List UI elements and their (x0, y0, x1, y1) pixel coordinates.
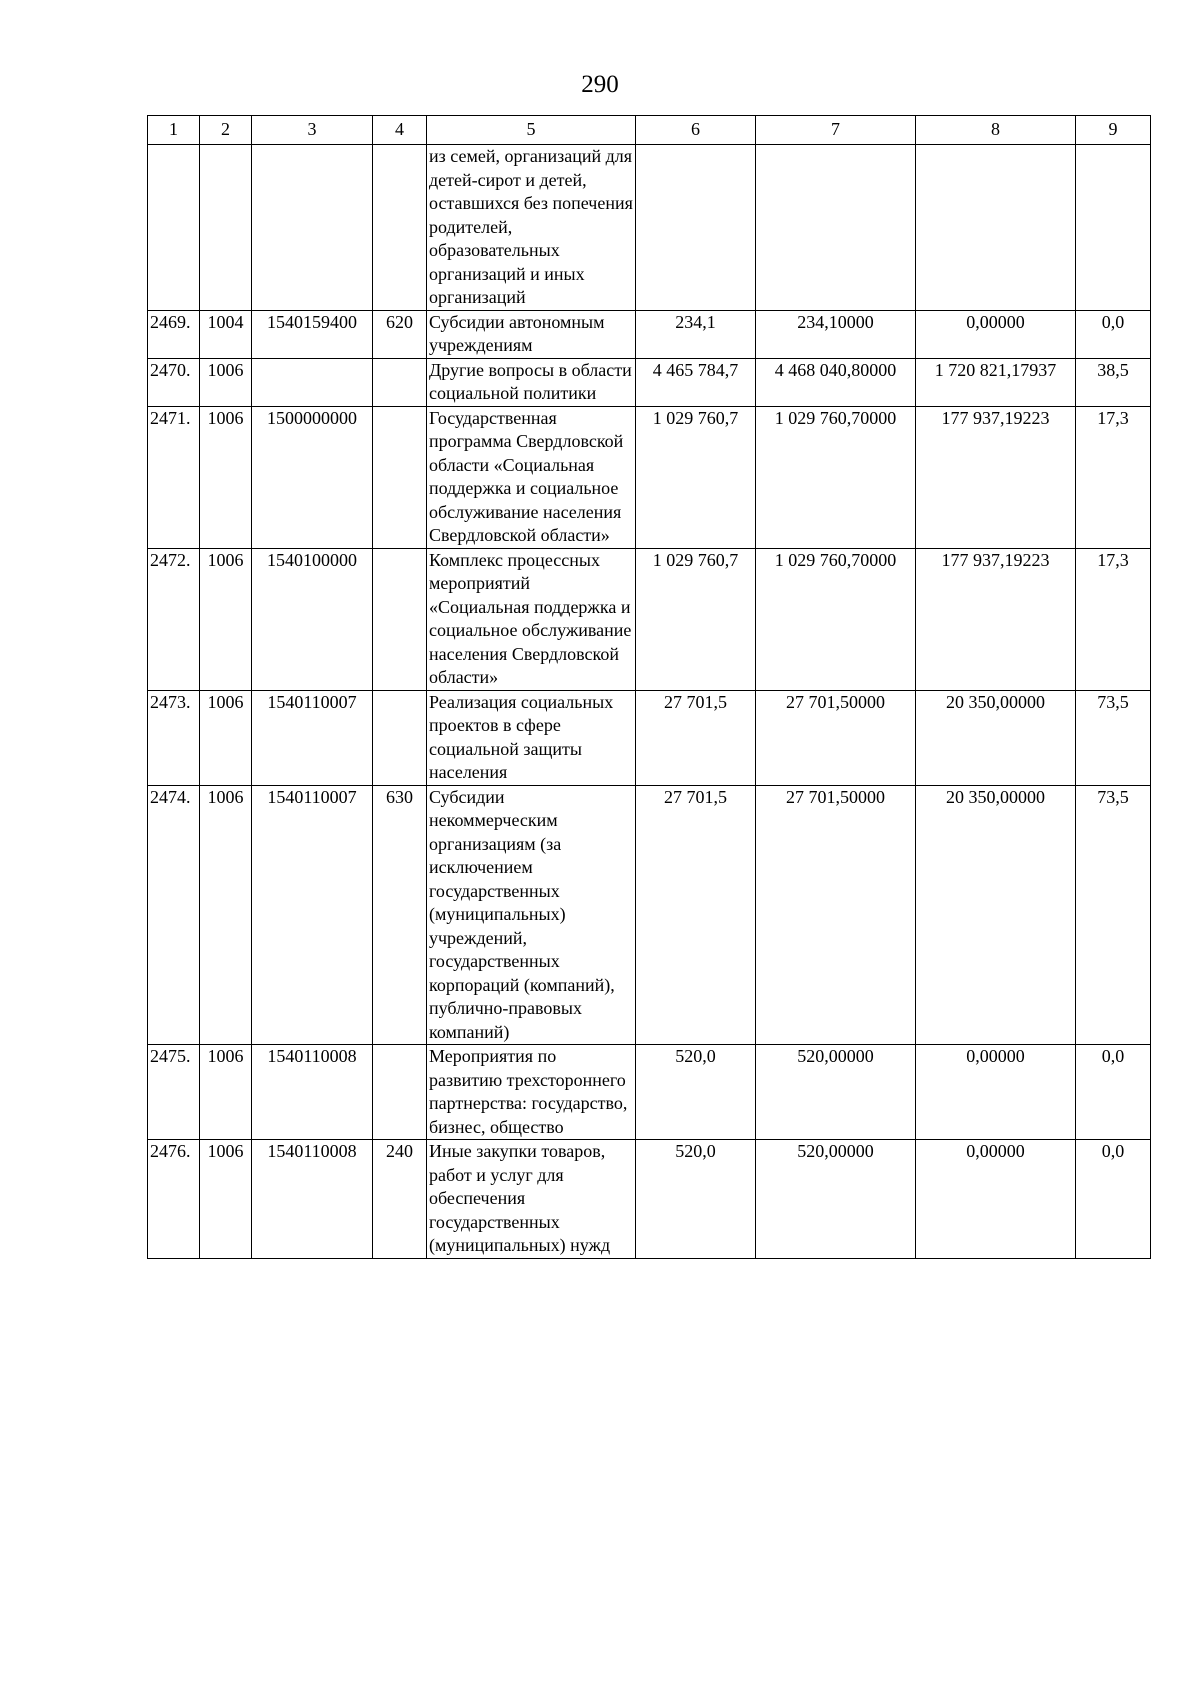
section-code-cell: 1006 (200, 406, 252, 548)
expense-type-cell (373, 1045, 427, 1140)
section-code-cell (200, 145, 252, 311)
expense-type-cell (373, 690, 427, 785)
execution-percent-cell: 0,0 (1076, 1045, 1151, 1140)
column-header: 1 (148, 116, 200, 145)
item-name-cell: из семей, организаций для детей-сирот и детей, оставшихся без попечения родителей, образовательных организаций и иных организаций (427, 145, 636, 311)
item-name-cell: Реализация социальных проектов в сфере социальной защиты населения (427, 690, 636, 785)
target-article-cell (252, 145, 373, 311)
column-header: 9 (1076, 116, 1151, 145)
execution-percent-cell: 17,3 (1076, 548, 1151, 690)
execution-percent-cell: 17,3 (1076, 406, 1151, 548)
executed-amount-cell: 0,00000 (916, 1140, 1076, 1259)
row-number-cell: 2476. (148, 1140, 200, 1259)
approved-amount-cell: 1 029 760,7 (636, 406, 756, 548)
approved-amount-cell: 27 701,5 (636, 690, 756, 785)
section-code-cell: 1006 (200, 358, 252, 406)
row-number-cell (148, 145, 200, 311)
budget-table (147, 115, 1151, 1259)
revised-amount-cell: 27 701,50000 (756, 785, 916, 1045)
approved-amount-cell (636, 145, 756, 311)
executed-amount-cell: 177 937,19223 (916, 548, 1076, 690)
table-row (148, 406, 1151, 548)
revised-amount-cell: 4 468 040,80000 (756, 358, 916, 406)
target-article-cell: 1540100000 (252, 548, 373, 690)
row-number-cell: 2473. (148, 690, 200, 785)
table-row (148, 548, 1151, 690)
target-article-cell: 1540110007 (252, 690, 373, 785)
table-row (148, 358, 1151, 406)
target-article-cell: 1540110008 (252, 1140, 373, 1259)
execution-percent-cell: 0,0 (1076, 1140, 1151, 1259)
row-number-cell: 2469. (148, 310, 200, 358)
execution-percent-cell: 73,5 (1076, 690, 1151, 785)
approved-amount-cell: 234,1 (636, 310, 756, 358)
approved-amount-cell: 1 029 760,7 (636, 548, 756, 690)
table-row (148, 1140, 1151, 1259)
executed-amount-cell: 20 350,00000 (916, 785, 1076, 1045)
expense-type-cell: 630 (373, 785, 427, 1045)
column-header: 7 (756, 116, 916, 145)
column-header: 6 (636, 116, 756, 145)
row-number-cell: 2475. (148, 1045, 200, 1140)
revised-amount-cell: 27 701,50000 (756, 690, 916, 785)
page-number: 290 (581, 71, 619, 98)
item-name-cell: Иные закупки товаров, работ и услуг для обеспечения государственных (муниципальных) нужд (427, 1140, 636, 1259)
section-code-cell: 1006 (200, 548, 252, 690)
expense-type-cell (373, 145, 427, 311)
table-row (148, 690, 1151, 785)
executed-amount-cell: 0,00000 (916, 1045, 1076, 1140)
approved-amount-cell: 520,0 (636, 1045, 756, 1140)
column-header: 5 (427, 116, 636, 145)
item-name-cell: Государственная программа Свердловской области «Социальная поддержка и социальное обслуживание населения Свердловской области» (427, 406, 636, 548)
executed-amount-cell: 1 720 821,17937 (916, 358, 1076, 406)
target-article-cell: 1540110008 (252, 1045, 373, 1140)
revised-amount-cell: 1 029 760,70000 (756, 548, 916, 690)
execution-percent-cell: 38,5 (1076, 358, 1151, 406)
executed-amount-cell: 177 937,19223 (916, 406, 1076, 548)
executed-amount-cell: 20 350,00000 (916, 690, 1076, 785)
section-code-cell: 1006 (200, 785, 252, 1045)
execution-percent-cell (1076, 145, 1151, 311)
column-header: 3 (252, 116, 373, 145)
execution-percent-cell: 0,0 (1076, 310, 1151, 358)
column-header: 2 (200, 116, 252, 145)
expense-type-cell (373, 406, 427, 548)
revised-amount-cell: 520,00000 (756, 1140, 916, 1259)
section-code-cell: 1006 (200, 1140, 252, 1259)
target-article-cell (252, 358, 373, 406)
approved-amount-cell: 4 465 784,7 (636, 358, 756, 406)
item-name-cell: Мероприятия по развитию трехстороннего партнерства: государство, бизнес, общество (427, 1045, 636, 1140)
approved-amount-cell: 520,0 (636, 1140, 756, 1259)
revised-amount-cell: 234,10000 (756, 310, 916, 358)
target-article-cell: 1540159400 (252, 310, 373, 358)
expense-type-cell: 620 (373, 310, 427, 358)
table-row (148, 310, 1151, 358)
column-header: 4 (373, 116, 427, 145)
approved-amount-cell: 27 701,5 (636, 785, 756, 1045)
target-article-cell: 1500000000 (252, 406, 373, 548)
execution-percent-cell: 73,5 (1076, 785, 1151, 1045)
column-number-row (148, 116, 1151, 145)
table-body (148, 145, 1151, 1259)
item-name-cell: Другие вопросы в области социальной политики (427, 358, 636, 406)
executed-amount-cell (916, 145, 1076, 311)
expense-type-cell: 240 (373, 1140, 427, 1259)
table-row (148, 1045, 1151, 1140)
column-header: 8 (916, 116, 1076, 145)
item-name-cell: Субсидии автономным учреждениям (427, 310, 636, 358)
section-code-cell: 1004 (200, 310, 252, 358)
executed-amount-cell: 0,00000 (916, 310, 1076, 358)
revised-amount-cell: 520,00000 (756, 1045, 916, 1140)
item-name-cell: Комплекс процессных мероприятий «Социальная поддержка и социальное обслуживание населения Свердловской области» (427, 548, 636, 690)
target-article-cell: 1540110007 (252, 785, 373, 1045)
row-number-cell: 2470. (148, 358, 200, 406)
expense-type-cell (373, 358, 427, 406)
row-number-cell: 2474. (148, 785, 200, 1045)
section-code-cell: 1006 (200, 690, 252, 785)
revised-amount-cell: 1 029 760,70000 (756, 406, 916, 548)
table-row (148, 145, 1151, 311)
section-code-cell: 1006 (200, 1045, 252, 1140)
row-number-cell: 2471. (148, 406, 200, 548)
table-row (148, 785, 1151, 1045)
revised-amount-cell (756, 145, 916, 311)
item-name-cell: Субсидии некоммерческим организациям (за исключением государственных (муниципальных) учреждений, государственных корпораций (компаний), публично-правовых компаний) (427, 785, 636, 1045)
row-number-cell: 2472. (148, 548, 200, 690)
expense-type-cell (373, 548, 427, 690)
